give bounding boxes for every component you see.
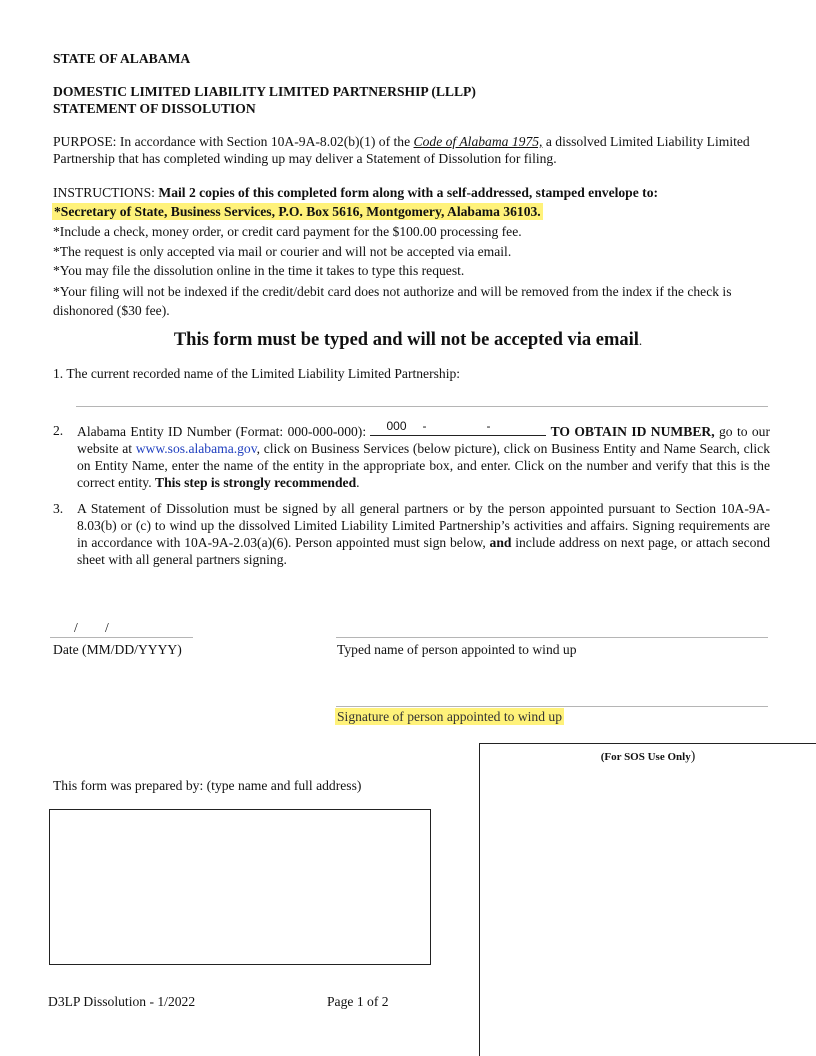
entity-id-field[interactable] bbox=[370, 419, 546, 436]
page-number: Page 1 of 2 bbox=[327, 994, 389, 1009]
date-slashes: / / bbox=[74, 620, 109, 635]
code-of-alabama-ref: Code of Alabama 1975, bbox=[413, 134, 543, 149]
item-3-text-2: include address on next page, or attach second sheet with all general partners signing. bbox=[77, 535, 771, 567]
form-id-footer: D3LP Dissolution - 1/2022 bbox=[48, 994, 196, 1009]
item-2-paragraph bbox=[77, 419, 771, 491]
sos-use-only-label bbox=[480, 747, 816, 766]
typed-only-notice bbox=[0, 329, 816, 352]
instructions-line bbox=[53, 184, 768, 201]
date-label: Date (MM/DD/YYYY) bbox=[53, 642, 182, 657]
form-title-line-2: STATEMENT OF DISSOLUTION bbox=[53, 101, 256, 116]
item-2-body-2: , click on Business Services (below picture), click on Business Entity and Name Search, click on Entity Name, enter the name of the entity in the appropriate box, and enter. Click on the number and verify that this is the correct entity. bbox=[77, 441, 770, 490]
instruction-index: *Your filing will not be indexed if the credit/debit card does not authorize and will be removed from the index if the check is dishonored ($30 fee). bbox=[53, 284, 732, 318]
item-3-text-1: A Statement of Dissolution must be signed by all general partners or by the person appointed pursuant to Section 10A-9A-8.03(b) or (c) to wind up the dissolved Limited Liability Limited Partnership’s activities and affairs. Signing requirements are in accordance with 10A-9A-2.03(a)(6). Person appointed must sign below, bbox=[77, 501, 770, 550]
entity-id-dash-2: - bbox=[486, 419, 491, 433]
item-1-label: 1. The current recorded name of the Limited Liability Limited Partnership: bbox=[53, 366, 461, 381]
item-3-paragraph bbox=[77, 500, 770, 568]
purpose-paragraph bbox=[53, 133, 763, 167]
llp-name-field-line[interactable] bbox=[76, 406, 768, 407]
instruction-payment: *Include a check, money order, or credit card payment for the $100.00 processing fee. bbox=[53, 224, 522, 239]
instructions-label: INSTRUCTIONS: bbox=[53, 185, 159, 200]
entity-id-prefix: 000 bbox=[386, 419, 407, 433]
sos-use-only-text: (For SOS Use Only bbox=[600, 751, 691, 763]
item-3-number: 3. bbox=[53, 501, 64, 516]
state-heading: STATE OF ALABAMA bbox=[53, 51, 191, 66]
entity-id-label: Alabama Entity ID Number (Format: 000-000-000): bbox=[77, 424, 371, 439]
instruction-mail-only: *The request is only accepted via mail or courier and will not be accepted via email. bbox=[53, 244, 512, 259]
typed-name-label: Typed name of person appointed to wind up bbox=[337, 642, 577, 657]
signature-label-highlight: Signature of person appointed to wind up bbox=[337, 709, 563, 724]
item-2-end: . bbox=[356, 475, 360, 490]
instruction-online: *You may file the dissolution online in the time it takes to type this request. bbox=[53, 263, 465, 278]
sos-use-only-paren: ) bbox=[690, 748, 696, 763]
obtain-id-heading: TO OBTAIN ID NUMBER, bbox=[546, 424, 715, 439]
sos-website-link[interactable]: www.sos.alabama.gov bbox=[135, 441, 257, 456]
entity-id-dash-1: - bbox=[422, 419, 427, 433]
date-field-line[interactable] bbox=[50, 637, 193, 638]
item-3-and: and bbox=[489, 535, 512, 550]
prepared-by-box[interactable] bbox=[49, 809, 431, 965]
signature-field-line[interactable] bbox=[336, 706, 768, 707]
typed-only-notice-text: This form must be typed and will not be accepted via email bbox=[173, 330, 639, 350]
purpose-lead: PURPOSE: In accordance with Section 10A-9A-8.02(b)(1) of the bbox=[53, 134, 414, 149]
typed-only-notice-period: . bbox=[638, 333, 643, 348]
mailing-address-highlight: *Secretary of State, Business Services, P.O. Box 5616, Montgomery, Alabama 36103. bbox=[54, 204, 541, 219]
instructions-mail-copies: Mail 2 copies of this completed form along with a self-addressed, stamped envelope to: bbox=[158, 185, 659, 200]
purpose-tail: a dissolved Limited Liability Limited Partnership that has completed winding up may deliver a Statement of Dissolution for filing. bbox=[53, 134, 750, 166]
strongly-recommended: This step is strongly recommended bbox=[155, 475, 357, 490]
form-title-line-1: DOMESTIC LIMITED LIABILITY LIMITED PARTNERSHIP (LLLP) bbox=[53, 84, 476, 99]
item-2-number: 2. bbox=[53, 423, 64, 438]
prepared-by-label: This form was prepared by: (type name and full address) bbox=[53, 778, 362, 793]
mailing-address bbox=[52, 203, 543, 220]
signature-label bbox=[335, 708, 564, 725]
item-2-body-1: go to our website at bbox=[77, 424, 771, 456]
sos-use-only-box bbox=[479, 743, 816, 1056]
typed-name-field-line[interactable] bbox=[336, 637, 768, 638]
